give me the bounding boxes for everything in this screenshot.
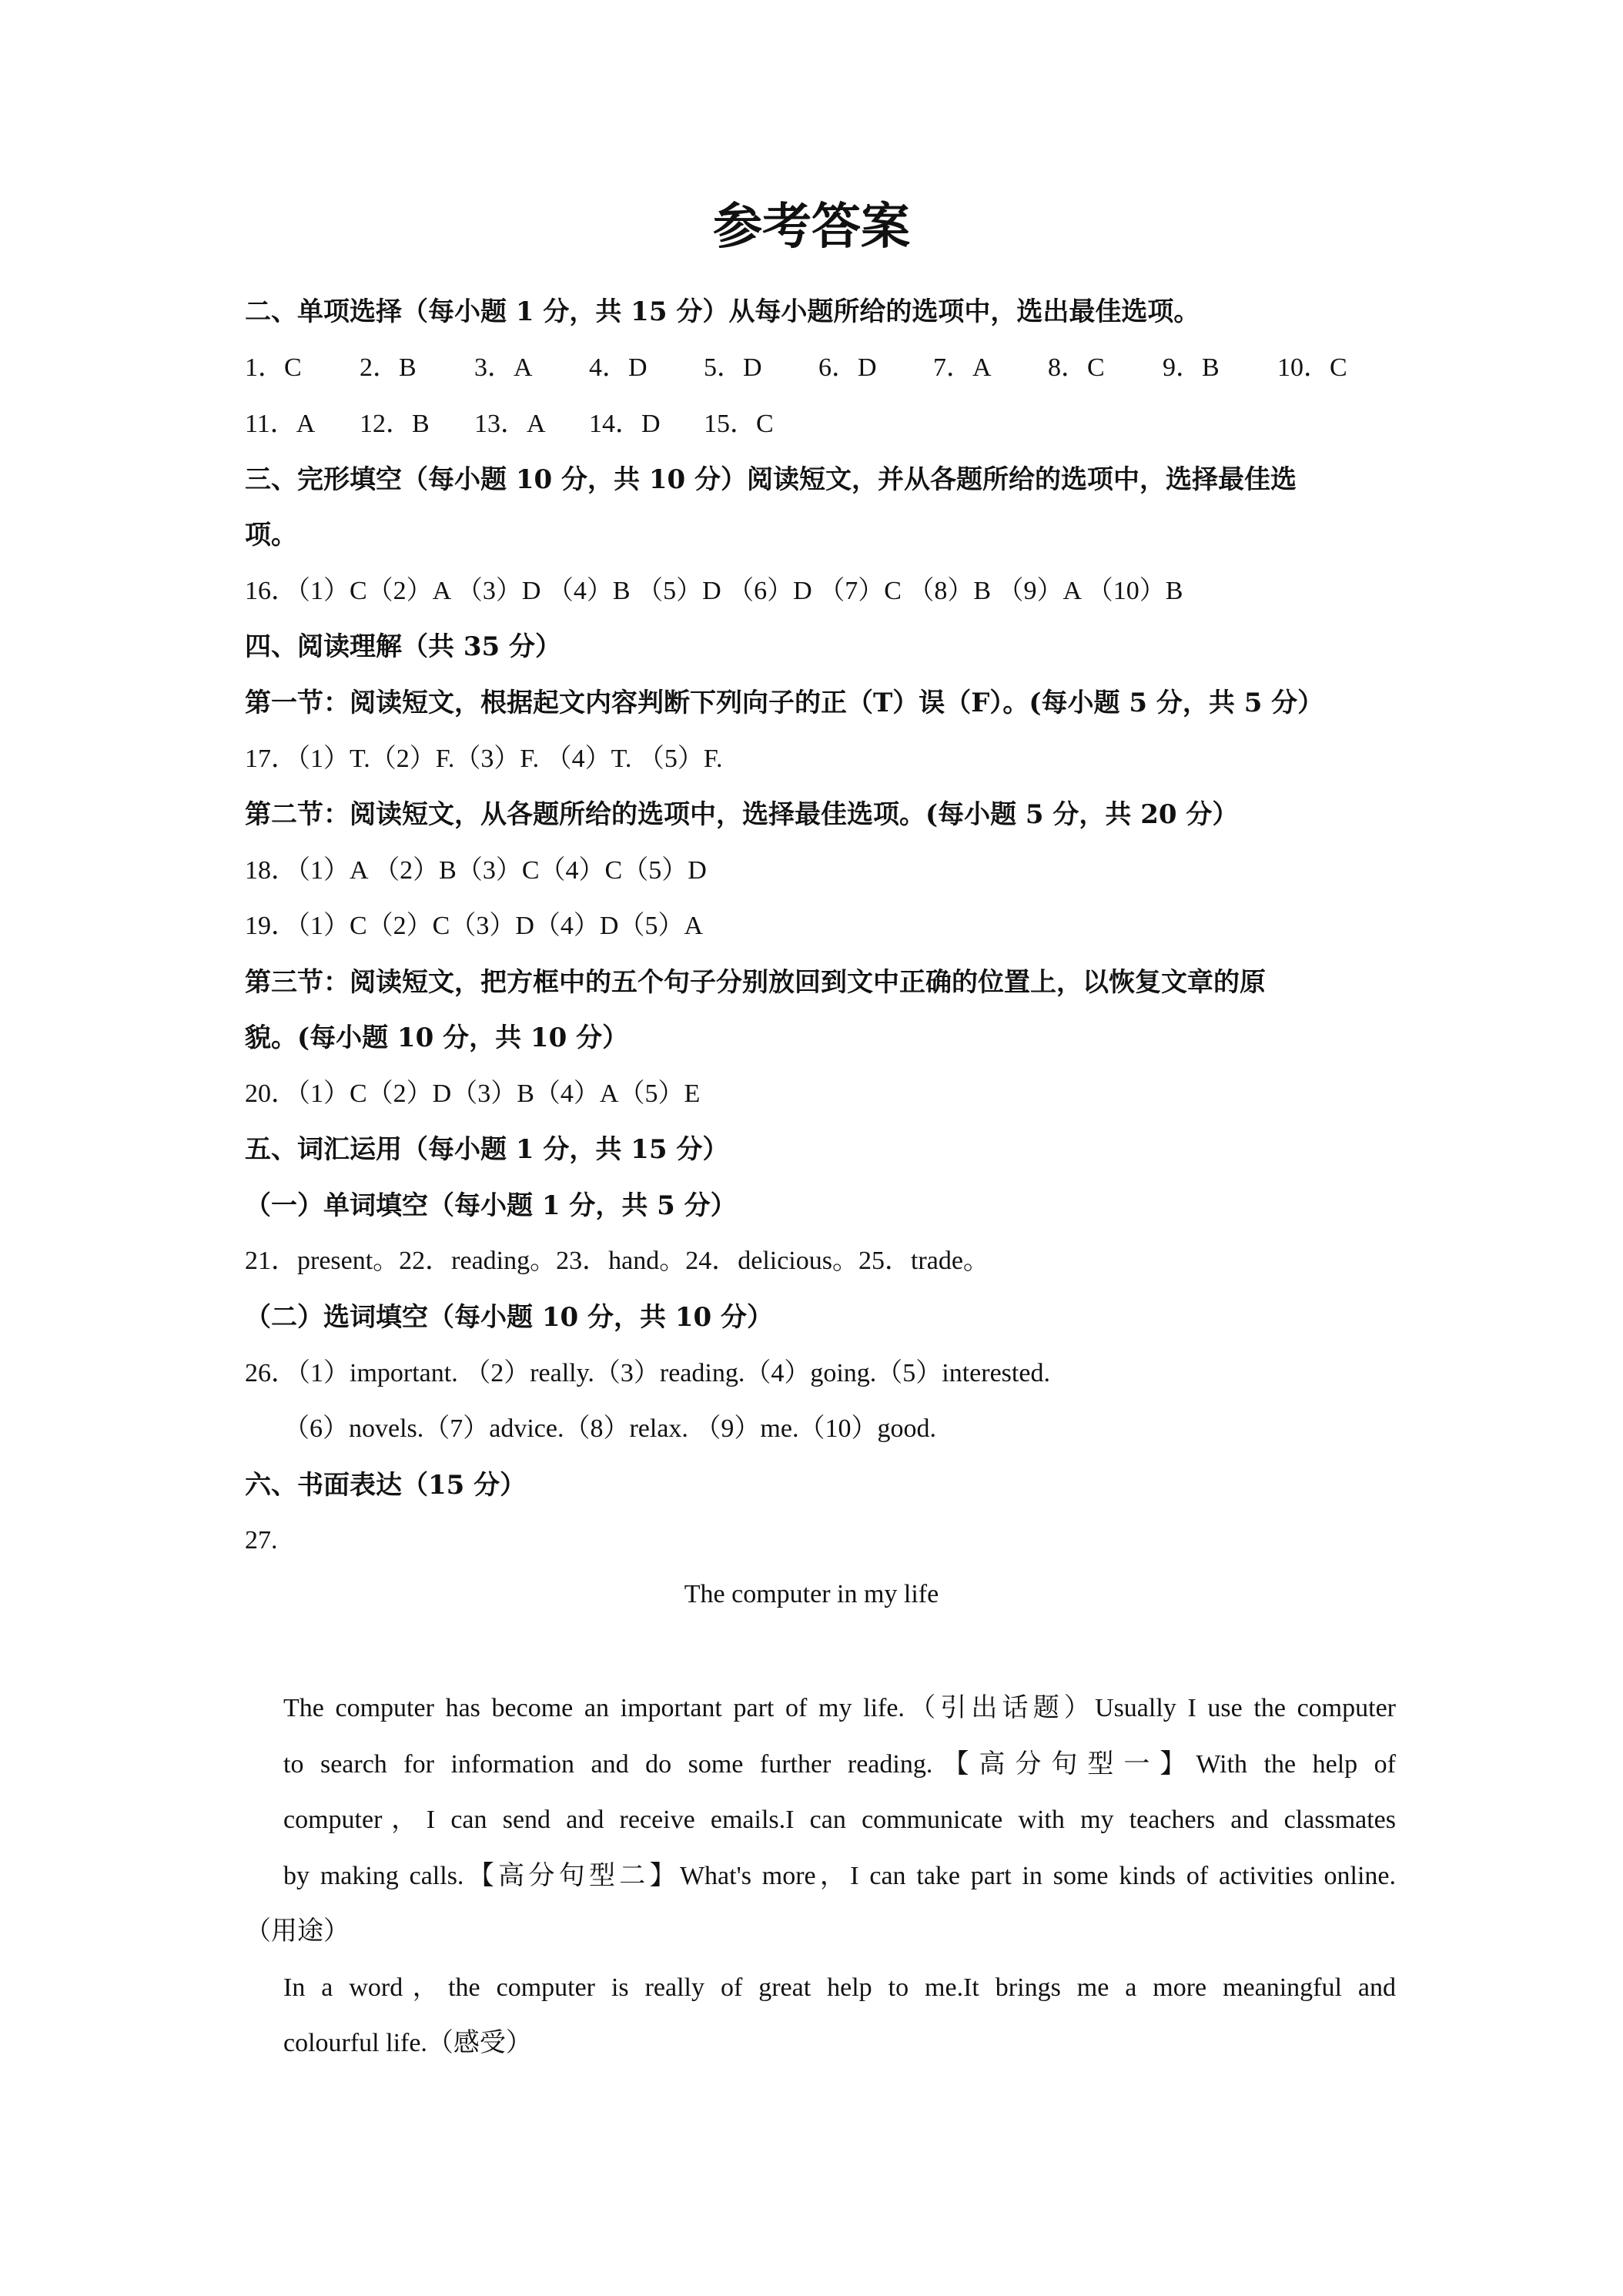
essay-paragraph-1-line-5: （用途） <box>245 1917 350 1946</box>
essay-paragraph-2-line-1: In a word，the computer is really of great help to me.It brings me a more meaningful and <box>283 1973 1396 2002</box>
answer-5: 5．D <box>704 353 762 382</box>
answer-4: 4．D <box>589 353 648 382</box>
essay-paragraph-1-line-2: to search for information and do some further reading.【高分句型一】With the help of <box>283 1750 1396 1779</box>
answer-10: 10．C <box>1277 353 1347 382</box>
section-3-heading: 三、完形填空（每小题 10 分，共 10 分）阅读短文，并从各题所给的选项中，选择最佳选 <box>245 464 1297 495</box>
answer-20: 20．（1）C（2）D（3）B（4）A（5）E <box>245 1079 701 1108</box>
answer-13: 13．A <box>474 410 546 438</box>
page-title: 参考答案 <box>713 198 910 256</box>
answers-21-25: 21．present。22．reading。23．hand。24．delicious。25．trade。 <box>245 1247 989 1275</box>
section-2-answers-row-2 <box>245 406 1400 442</box>
answer-7: 7．A <box>933 353 992 382</box>
question-27-number: 27. <box>245 1526 278 1555</box>
essay-paragraph-1-line-1: The computer has become an important part of my life.（引出话题）Usually I use the computer <box>283 1694 1396 1722</box>
answer-26-line-1: 26．（1）important. （2）really.（3）reading.（4）going.（5）interested. <box>245 1359 1050 1387</box>
answer-1: 1．C <box>245 353 302 382</box>
section-4-part-2-heading: 第二节：阅读短文，从各题所给的选项中，选择最佳选项。(每小题 5 分，共 20 分） <box>245 799 1239 830</box>
answer-12: 12．B <box>360 410 430 438</box>
answer-14: 14．D <box>589 410 661 438</box>
section-3-heading-cont: 项。 <box>245 520 297 551</box>
answer-9: 9．B <box>1163 353 1220 382</box>
answer-6: 6．D <box>818 353 877 382</box>
section-4-heading: 四、阅读理解（共 35 分） <box>245 631 561 662</box>
answer-15: 15．C <box>704 410 774 438</box>
essay-paragraph-2-line-2: colourful life.（感受） <box>283 2029 532 2057</box>
essay-paragraph-1-line-3: computer，I can send and receive emails.I can communicate with my teachers and classmates <box>283 1806 1396 1834</box>
section-2-heading: 二、单项选择（每小题 1 分，共 15 分）从每小题所给的选项中，选出最佳选项。 <box>245 296 1200 327</box>
answer-17: 17．（1）T.（2）F.（3）F. （4）T. （5）F. <box>245 745 723 773</box>
answer-16: 16．（1）C（2）A （3）D （4）B （5）D （6）D （7）C （8）B （9）A （10）B <box>245 577 1183 605</box>
answer-26-line-2: （6）novels.（7）advice.（8）relax. （9）me.（10）good. <box>283 1414 936 1443</box>
answer-19: 19．（1）C（2）C（3）D（4）D（5）A <box>245 912 704 940</box>
answer-18: 18．（1）A （2）B（3）C（4）C（5）D <box>245 856 707 885</box>
essay-paragraph-1-line-4: by making calls.【高分句型二】What's more，I can take part in some kinds of activities online. <box>283 1862 1396 1890</box>
essay-title: The computer in my life <box>684 1580 939 1608</box>
section-5-part-2-heading: （二）选词填空（每小题 10 分，共 10 分） <box>245 1302 773 1333</box>
section-4-part-1-heading: 第一节：阅读短文，根据起文内容判断下列向子的正（T）误（F）。(每小题 5 分，共 5 分） <box>245 688 1324 718</box>
section-2-answers-row-1 <box>245 350 1400 386</box>
section-4-part-3-heading: 第三节：阅读短文，把方框中的五个句子分别放回到文中正确的位置上，以恢复文章的原 <box>245 967 1266 998</box>
answer-11: 11．A <box>245 410 316 438</box>
section-4-part-3-heading-cont: 貌。(每小题 10 分，共 10 分） <box>245 1022 629 1053</box>
section-6-heading: 六、书面表达（15 分） <box>245 1470 527 1501</box>
answer-2: 2．B <box>360 353 417 382</box>
answer-3: 3．A <box>474 353 533 382</box>
section-5-part-1-heading: （一）单词填空（每小题 1 分，共 5 分） <box>245 1190 737 1221</box>
section-5-heading: 五、词汇运用（每小题 1 分，共 15 分） <box>245 1134 729 1165</box>
answer-8: 8．C <box>1048 353 1105 382</box>
